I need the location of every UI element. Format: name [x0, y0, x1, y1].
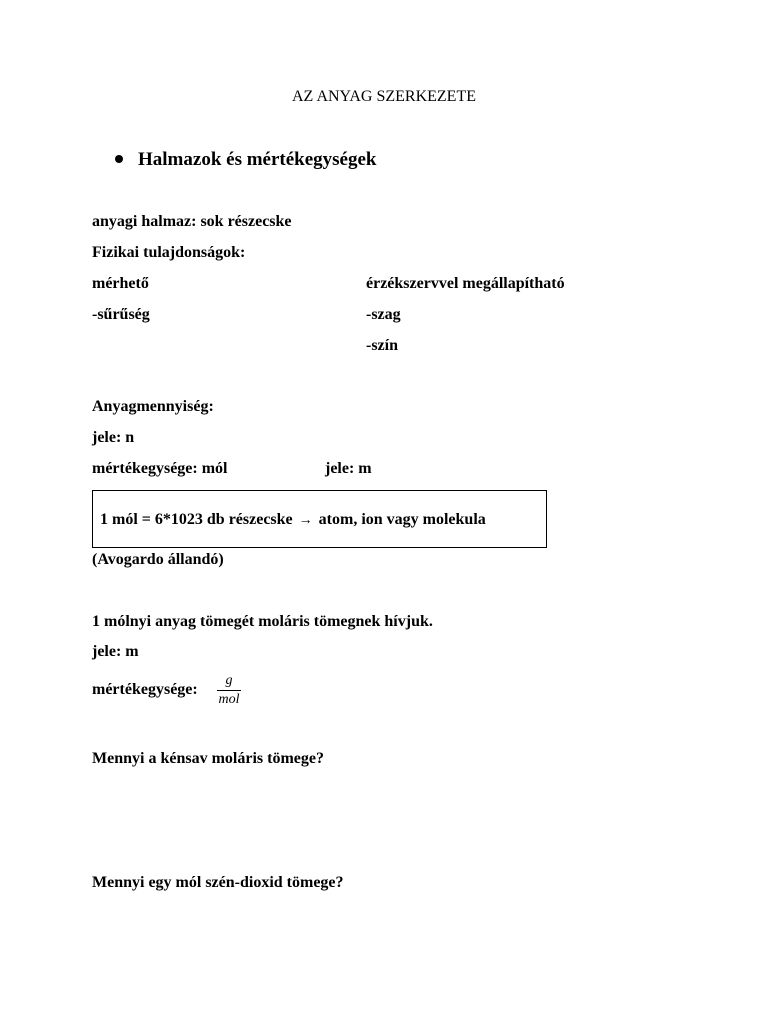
text-szag: -szag	[366, 306, 401, 323]
text-mertekegysege-label: mértékegysége:	[92, 681, 198, 698]
text-anyagmennyiseg: Anyagmennyiség:	[92, 398, 214, 415]
text-anyagi-halmaz: anyagi halmaz: sok részecske	[92, 213, 292, 230]
formula-text	[100, 512, 486, 528]
page-title: AZ ANYAG SZERKEZETE	[292, 88, 476, 105]
question-kensav: Mennyi a kénsav moláris tömege?	[92, 750, 324, 767]
formula-left: 1 mól = 6*1023 db részecske	[100, 511, 293, 528]
text-erzekszervvel: érzékszervvel megállapítható	[366, 275, 565, 292]
text-szin: -szín	[366, 337, 398, 354]
fraction-denominator: mol	[218, 692, 240, 707]
unit-fraction	[216, 674, 242, 707]
text-mertekegysege-mol: mértékegysége: mól	[92, 460, 228, 477]
fraction-numerator: g	[225, 673, 233, 688]
text-avogardo: (Avogardo állandó)	[92, 551, 224, 568]
text-jele-n: jele: n	[92, 429, 135, 446]
formula-right: atom, ion vagy molekula	[318, 511, 486, 528]
text-merheto: mérhető	[92, 275, 149, 292]
text-molnyi-anyag: 1 mólnyi anyag tömegét moláris tömegnek hívjuk.	[92, 613, 433, 630]
bullet-icon	[115, 155, 123, 163]
text-jele-m-first: jele: m	[325, 460, 372, 477]
text-suruseg: -sűrűség	[92, 306, 150, 323]
formula-box	[92, 490, 547, 548]
question-szen-dioxid: Mennyi egy mól szén-dioxid tömege?	[92, 874, 344, 891]
section-heading: Halmazok és mértékegységek	[138, 149, 377, 170]
arrow-right-icon: →	[298, 513, 313, 528]
text-fizikai-tulajdonsagok: Fizikai tulajdonságok:	[92, 244, 246, 261]
text-jele-m-second: jele: m	[92, 643, 139, 660]
